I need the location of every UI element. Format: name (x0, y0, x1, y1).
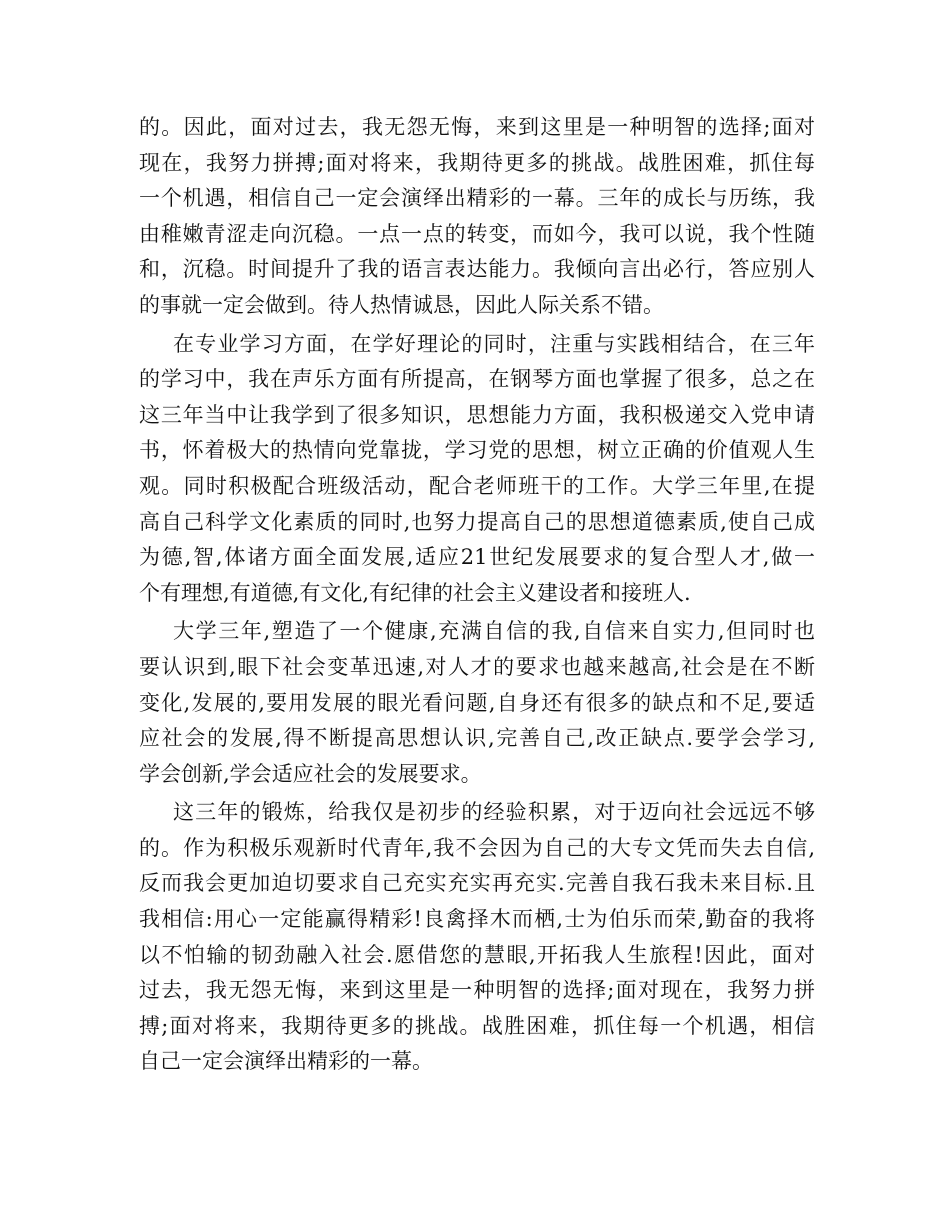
text-line: 一个机遇，相信自己一定会演绎出精彩的一幕。三年的成长与历练，我 (139, 186, 815, 211)
text-line: 我相信:用心一定能赢得精彩!良禽择木而栖,士为伯乐而荣,勤奋的我将 (139, 907, 815, 932)
text-line: 大学三年,塑造了一个健康,充满自信的我,自信来自实力,但同时也 (173, 619, 815, 644)
text-line: 在专业学习方面，在学好理论的同时，注重与实践相结合，在三年 (173, 331, 815, 356)
text-line: 搏;面对将来，我期待更多的挑战。战胜困难，抓住每一个机遇，相信 (139, 1013, 815, 1038)
text-line: 为德,智,体诸方面全面发展,适应21世纪发展要求的复合型人才,做一 (139, 545, 815, 570)
text-line: 高自己科学文化素质的同时,也努力提高自己的思想道德素质,使自己成 (139, 509, 815, 534)
text-line: 以不怕输的韧劲融入社会.愿借您的慧眼,开拓我人生旅程!因此，面对 (139, 942, 815, 967)
text-line: 应社会的发展,得不断提高思想认识,完善自己,改正缺点.要学会学习, (139, 726, 815, 751)
text-line: 书，怀着极大的热情向党靠拢，学习党的思想，树立正确的价值观人生 (139, 438, 815, 463)
text-line: 这三年当中让我学到了很多知识，思想能力方面，我积极递交入党申请 (139, 402, 815, 427)
text-line: 的。因此，面对过去，我无怨无悔，来到这里是一种明智的选择;面对 (139, 115, 815, 139)
text-line: 要认识到,眼下社会变革迅速,对人才的要求也越来越高,社会是在不断 (139, 654, 815, 679)
text-line: 的学习中，我在声乐方面有所提高，在钢琴方面也掌握了很多，总之在 (139, 367, 815, 392)
text-line: 学会创新,学会适应社会的发展要求。 (139, 761, 482, 786)
text-line: 变化,发展的,要用发展的眼光看问题,自身还有很多的缺点和不足,要适 (139, 690, 815, 715)
text-line: 反而我会更加迫切要求自己充实充实再充实.完善自我石我未来目标.且 (139, 871, 815, 896)
text-line: 过去，我无怨无悔，来到这里是一种明智的选择;面对现在，我努力拼 (139, 978, 815, 1003)
paragraph-1 (139, 110, 815, 324)
text-line: 的事就一定会做到。待人热情诚恳，因此人际关系不错。 (139, 292, 664, 317)
text-line: 观。同时积极配合班级活动，配合老师班干的工作。大学三年里,在提 (139, 473, 815, 498)
text-line: 和，沉稳。时间提升了我的语言表达能力。我倾向言出必行，答应别人 (139, 257, 815, 282)
text-line: 这三年的锻炼，给我仅是初步的经验积累，对于迈向社会远远不够 (173, 800, 815, 825)
paragraph-3 (139, 614, 815, 792)
paragraph-2 (139, 327, 815, 612)
text-line: 个有理想,有道德,有文化,有纪律的社会主义建设者和接班人. (139, 580, 691, 605)
text-line: 自己一定会演绎出精彩的一幕。 (139, 1049, 433, 1074)
document-body (139, 110, 815, 1080)
text-line: 现在，我努力拼搏;面对将来，我期待更多的挑战。战胜困难，抓住每 (139, 150, 815, 175)
text-line: 由稚嫩青涩走向沉稳。一点一点的转变，而如今，我可以说，我个性随 (139, 221, 815, 246)
text-line: 的。作为积极乐观新时代青年,我不会因为自己的大专文凭而失去自信, (139, 835, 815, 860)
paragraph-4 (139, 795, 815, 1080)
